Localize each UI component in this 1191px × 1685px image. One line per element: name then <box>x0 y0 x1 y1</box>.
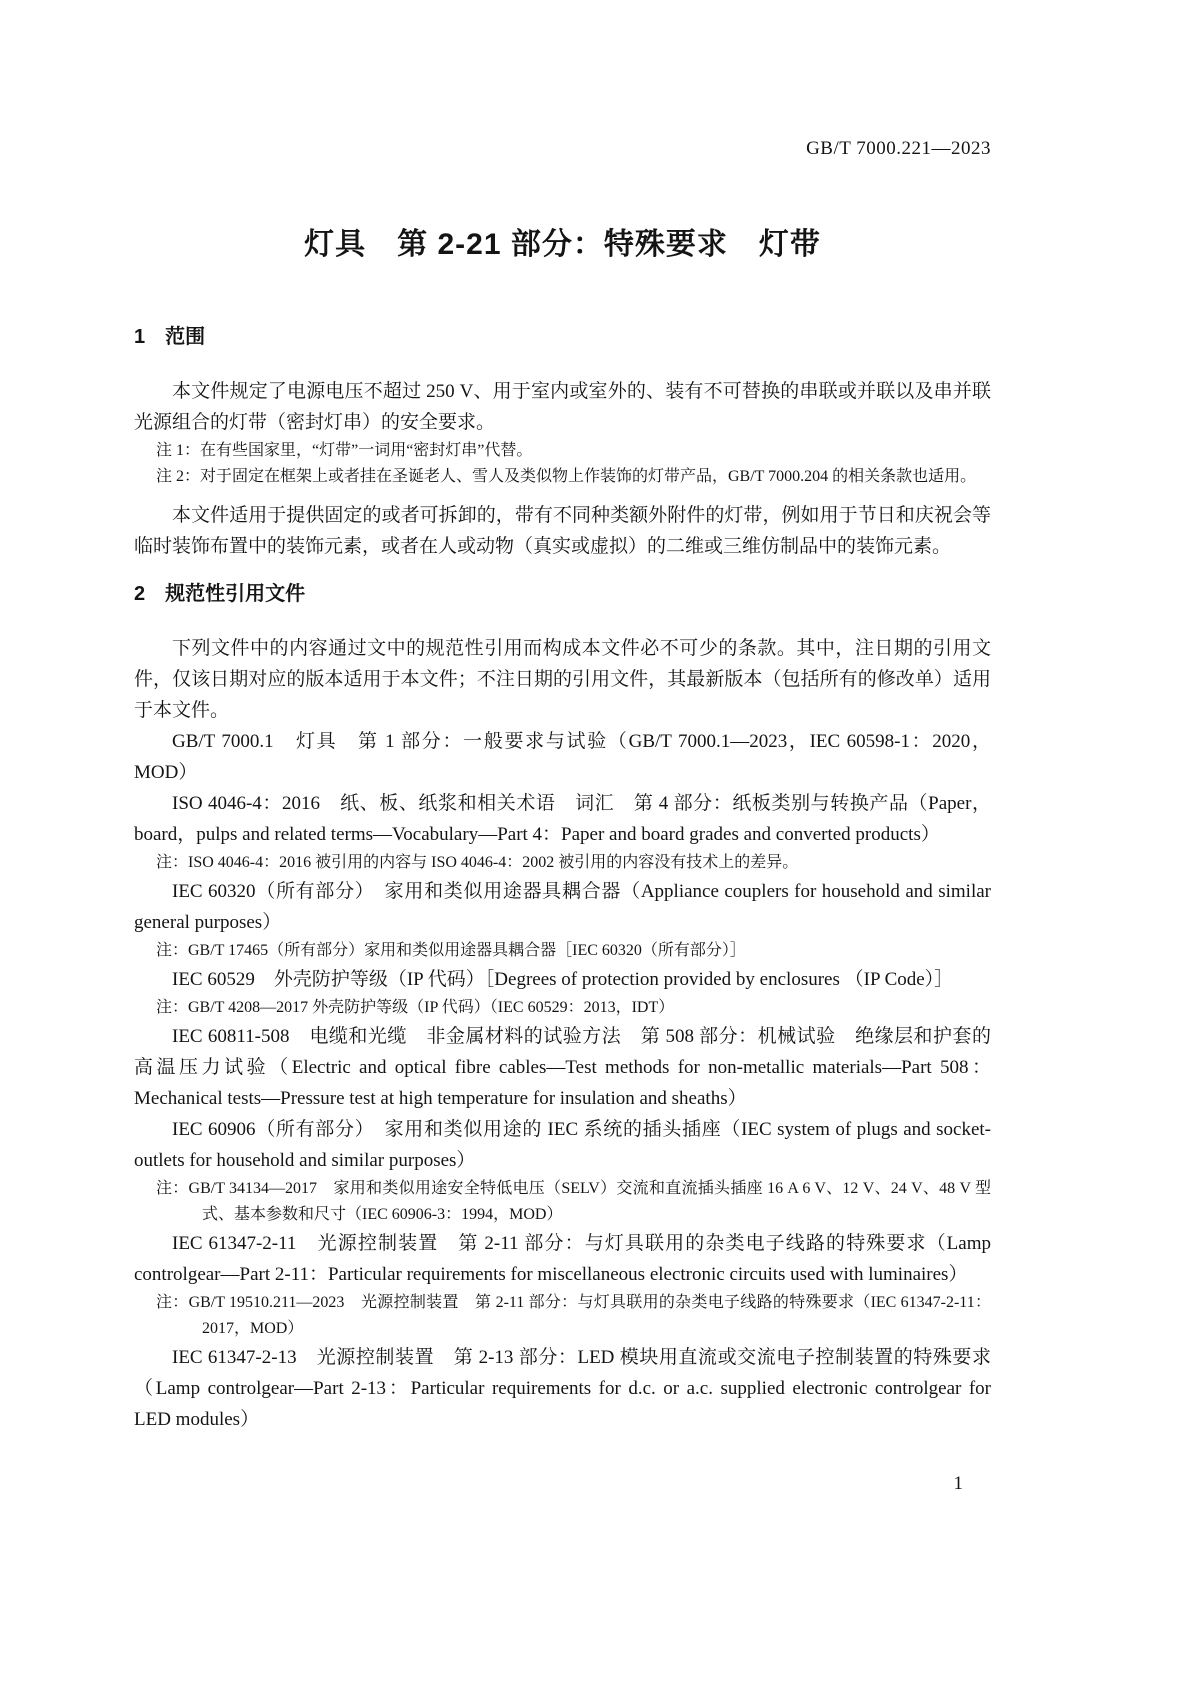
refs-intro-paragraph: 下列文件中的内容通过文中的规范性引用而构成本文件必不可少的条款。其中，注日期的引用文件，仅该日期对应的版本适用于本文件；不注日期的引用文件，其最新版本（包括所有的修改单）适用于本文件。 <box>134 638 991 721</box>
reference-note-item: 注：GB/T 17465（所有部分）家用和类似用途器具耦合器［IEC 60320（所有部分）］ <box>156 942 746 959</box>
reference-item: IEC 61347-2-11 光源控制装置 第 2-11 部分：与灯具联用的杂类电子线路的特殊要求（Lamp controlgear—Part 2-11：Particular requirements for miscellaneous electronic circuits used with luminaires） <box>134 1233 991 1285</box>
section-1-heading: 1 范围 <box>134 326 206 348</box>
page-number: 1 <box>953 1473 963 1494</box>
reference-note-item: 注：GB/T 34134—2017 家用和类似用途安全特低电压（SELV）交流和直流插头插座 16 A 6 V、12 V、24 V、48 V 型式、基本参数和尺寸（IEC 60906-3：1994，MOD） <box>156 1180 991 1223</box>
reference-item: IEC 60811-508 电缆和光缆 非金属材料的试验方法 第 508 部分：机械试验 绝缘层和护套的高温压力试验（Electric and optical fibre cables—Test methods for non-metallic materials—Part 508：Mechanical tests—Pressure test at high temperature for insulation and sheaths） <box>134 1026 991 1109</box>
reference-note-item: 注：GB/T 19510.211—2023 光源控制装置 第 2-11 部分：与灯具联用的杂类电子线路的特殊要求（IEC 61347-2-11：2017，MOD） <box>156 1294 991 1337</box>
doc-number: GB/T 7000.221—2023 <box>806 138 991 159</box>
reference-item: IEC 61347-2-13 光源控制装置 第 2-13 部分：LED 模块用直流或交流电子控制装置的特殊要求（Lamp controlgear—Part 2-13：Particular requirements for d.c. or a.c. supplied electronic controlgear for LED modules） <box>134 1347 991 1430</box>
scope-note-2: 注 2：对于固定在框架上或者挂在圣诞老人、雪人及类似物上作装饰的灯带产品，GB/T 7000.204 的相关条款也适用。 <box>156 468 977 485</box>
reference-item: ISO 4046-4：2016 纸、板、纸浆和相关术语 词汇 第 4 部分：纸板类别与转换产品（Paper，board，pulps and related terms—Vocabulary—Part 4：Paper and board grades and converted products） <box>134 793 991 845</box>
reference-item: GB/T 7000.1 灯具 第 1 部分：一般要求与试验（GB/T 7000.1—2023，IEC 60598-1：2020，MOD） <box>134 731 991 783</box>
reference-item: IEC 60906（所有部分） 家用和类似用途的 IEC 系统的插头插座（IEC system of plugs and socket-outlets for household and similar purposes） <box>134 1119 991 1171</box>
doc-title: 灯具 第 2-21 部分：特殊要求 灯带 <box>304 228 821 261</box>
scope-paragraph-2: 本文件适用于提供固定的或者可拆卸的，带有不同种类额外附件的灯带，例如用于节日和庆祝会等临时装饰布置中的装饰元素，或者在人或动物（真实或虚拟）的二维或三维仿制品中的装饰元素。 <box>134 505 991 557</box>
scope-note-1: 注 1：在有些国家里，“灯带”一词用“密封灯串”代替。 <box>156 442 533 459</box>
reference-item: IEC 60529 外壳防护等级（IP 代码）［Degrees of protection provided by enclosures （IP Code）］ <box>172 969 954 990</box>
reference-item: IEC 60320（所有部分） 家用和类似用途器具耦合器（Appliance couplers for household and similar general purposes） <box>134 881 991 933</box>
reference-note-item: 注：GB/T 4208—2017 外壳防护等级（IP 代码）（IEC 60529：2013，IDT） <box>156 999 675 1016</box>
reference-note-item: 注：ISO 4046-4：2016 被引用的内容与 ISO 4046-4：2002 被引用的内容没有技术上的差异。 <box>156 854 799 871</box>
section-2-heading: 2 规范性引用文件 <box>134 583 306 605</box>
scope-paragraph-1: 本文件规定了电源电压不超过 250 V、用于室内或室外的、装有不可替换的串联或并联以及串并联光源组合的灯带（密封灯串）的安全要求。 <box>134 381 991 433</box>
